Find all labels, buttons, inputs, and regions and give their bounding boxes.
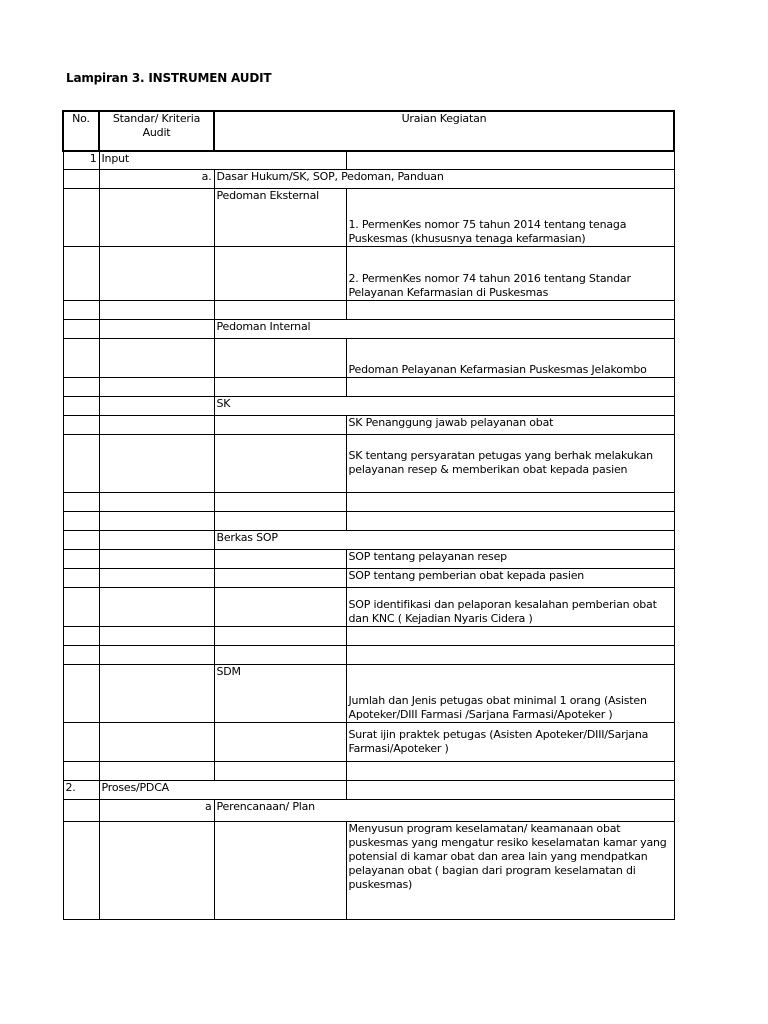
table-row xyxy=(63,821,674,919)
group-label: Berkas SOP xyxy=(214,530,674,549)
item-text: SK Penanggung jawab pelayanan obat xyxy=(346,415,674,434)
table-row xyxy=(63,338,674,377)
table-row xyxy=(63,587,674,626)
table-row xyxy=(63,664,674,722)
table-row xyxy=(63,377,674,396)
table-header-row xyxy=(63,111,674,151)
sub-letter: a. xyxy=(99,169,214,188)
table-row xyxy=(63,799,674,821)
item-text: Surat ijin praktek petugas (Asisten Apoteker/DIII/Sarjana Farmasi/Apoteker ) xyxy=(346,722,674,761)
item-text: SK tentang persyaratan petugas yang berhak melakukan pelayanan resep & memberikan obat kepada pasien xyxy=(346,434,674,492)
table-row xyxy=(63,780,674,799)
header-no: No. xyxy=(63,111,99,151)
group-label: Pedoman Internal xyxy=(214,319,674,338)
item-text: 1. PermenKes nomor 75 tahun 2014 tentang tenaga Puskesmas (khususnya tenaga kefarmasian) xyxy=(346,188,674,246)
table-row xyxy=(63,300,674,319)
header-standar: Standar/ Kriteria Audit xyxy=(99,111,214,151)
item-text: Jumlah dan Jenis petugas obat minimal 1 orang (Asisten Apoteker/DIII Farmasi /Sarjana Farmasi/Apoteker ) xyxy=(346,664,674,722)
table-row xyxy=(63,761,674,780)
page-title: Lampiran 3. INSTRUMEN AUDIT xyxy=(66,71,272,85)
sub-label: Dasar Hukum/SK, SOP, Pedoman, Panduan xyxy=(214,169,674,188)
table-row xyxy=(63,246,674,300)
audit-table xyxy=(62,110,675,920)
item-text: SOP tentang pelayanan resep xyxy=(346,549,674,568)
sub-label: Perencanaan/ Plan xyxy=(214,799,674,821)
table-row xyxy=(63,169,674,188)
table-row xyxy=(63,626,674,645)
item-text: 2. PermenKes nomor 74 tahun 2016 tentang Standar Pelayanan Kefarmasian di Puskesmas xyxy=(346,246,674,300)
table-row xyxy=(63,530,674,549)
group-label: Pedoman Eksternal xyxy=(214,188,346,246)
table-row xyxy=(63,549,674,568)
item-text: SOP tentang pemberian obat kepada pasien xyxy=(346,568,674,587)
group-label: SK xyxy=(214,396,674,415)
header-uraian: Uraian Kegiatan xyxy=(214,111,674,151)
section-label: Input xyxy=(99,151,346,169)
group-label: SDM xyxy=(214,664,346,722)
section-label: Proses/PDCA xyxy=(99,780,346,799)
table-row xyxy=(63,434,674,492)
table-row xyxy=(63,568,674,587)
table-row xyxy=(63,319,674,338)
table-row xyxy=(63,722,674,761)
table-row xyxy=(63,188,674,246)
item-text: Menyusun program keselamatan/ keamanaan obat puskesmas yang mengatur resiko keselamatan kamar yang potensial di kamar obat dan area lain yang mendpatkan pelayanan obat ( bagian dari program keselamatan di puskesmas) xyxy=(346,821,674,919)
item-text: Pedoman Pelayanan Kefarmasian Puskesmas Jelakombo xyxy=(346,338,674,377)
item-text: SOP identifikasi dan pelaporan kesalahan pemberian obat dan KNC ( Kejadian Nyaris Cidera ) xyxy=(346,587,674,626)
table-row xyxy=(63,151,674,169)
section-number: 2. xyxy=(63,780,99,799)
table-row xyxy=(63,492,674,511)
table-row xyxy=(63,511,674,530)
sub-letter: a xyxy=(99,799,214,821)
table-row xyxy=(63,415,674,434)
table-row xyxy=(63,396,674,415)
table-row xyxy=(63,645,674,664)
section-number: 1 xyxy=(63,151,99,169)
